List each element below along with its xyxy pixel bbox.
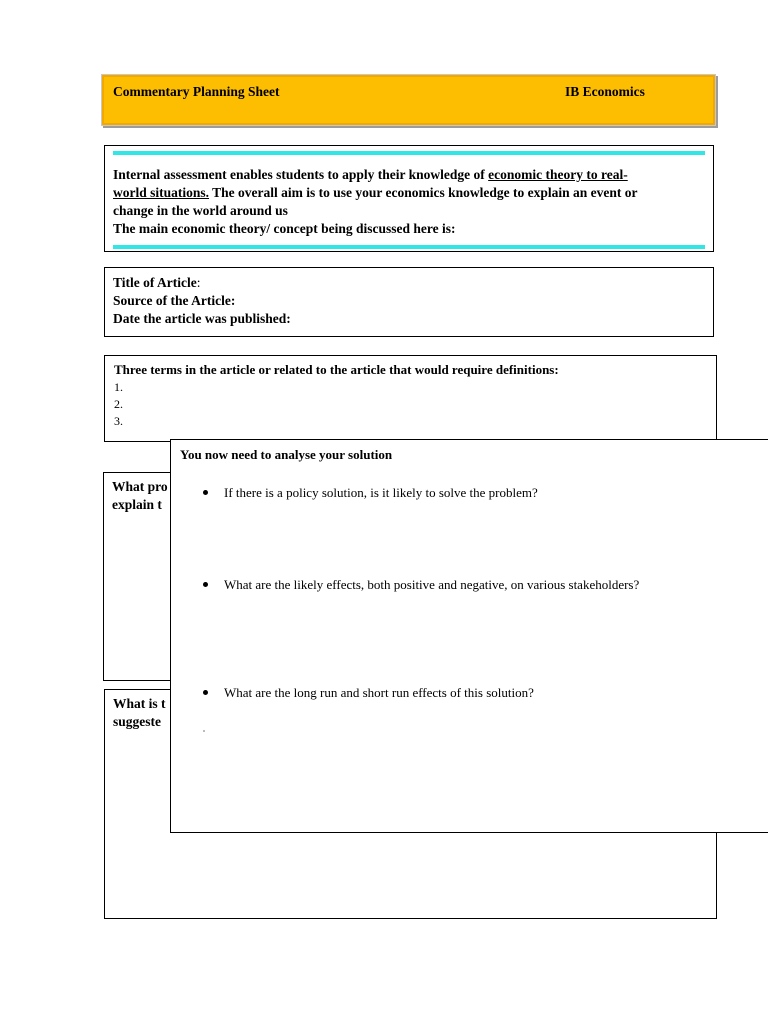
intro-underlined-1: economic theory to real- <box>488 167 628 182</box>
definitions-section <box>104 355 717 442</box>
analysis-bullet-text: What are the long run and short run effects of this solution? <box>224 685 534 700</box>
intro-line1: Internal assessment enables students to apply their knowledge of <box>113 167 489 182</box>
speck-mark <box>203 730 205 732</box>
bottom-accent-bar <box>113 245 705 249</box>
problem-question-line1: What pro <box>112 479 168 494</box>
article-info-section <box>104 267 714 337</box>
intro-underlined-2: world situations. <box>113 185 210 200</box>
article-date-label: Date the article was published: <box>113 311 291 326</box>
analysis-bullet <box>203 485 538 501</box>
article-title-colon: : <box>196 275 201 290</box>
top-accent-bar <box>113 151 705 155</box>
article-source-label: Source of the Article: <box>113 293 236 308</box>
article-title-label: Title of Article <box>113 275 197 290</box>
definitions-heading: Three terms in the article or related to the article that would require definitions: <box>114 362 559 377</box>
solution-question-line1: What is t <box>113 696 166 711</box>
analysis-bullet-text: If there is a policy solution, is it likely to solve the problem? <box>224 485 538 500</box>
sheet-title: Commentary Planning Sheet <box>113 84 280 99</box>
term-item: 1. <box>114 380 123 394</box>
bullet-icon <box>203 690 208 695</box>
analysis-title: You now need to analyse your solution <box>180 447 393 462</box>
intro-line2: The overall aim is to use your economics knowledge to explain an event or <box>209 185 638 200</box>
problem-question-line2: explain t <box>112 497 162 512</box>
analysis-bullet <box>203 685 534 701</box>
header-banner <box>101 74 716 126</box>
intro-section <box>104 145 714 252</box>
main-theory-prompt: The main economic theory/ concept being discussed here is: <box>113 221 456 236</box>
analysis-popup <box>170 439 768 833</box>
analysis-bullet <box>203 577 639 593</box>
intro-line3: change in the world around us <box>113 203 288 218</box>
bullet-icon <box>203 490 208 495</box>
bullet-icon <box>203 582 208 587</box>
course-title: IB Economics <box>565 84 645 99</box>
term-item: 3. <box>114 414 123 428</box>
intro-text <box>113 166 705 238</box>
solution-question-line2: suggeste <box>113 714 161 729</box>
term-item: 2. <box>114 397 123 411</box>
analysis-bullet-text: What are the likely effects, both positive and negative, on various stakeholders? <box>224 577 640 592</box>
